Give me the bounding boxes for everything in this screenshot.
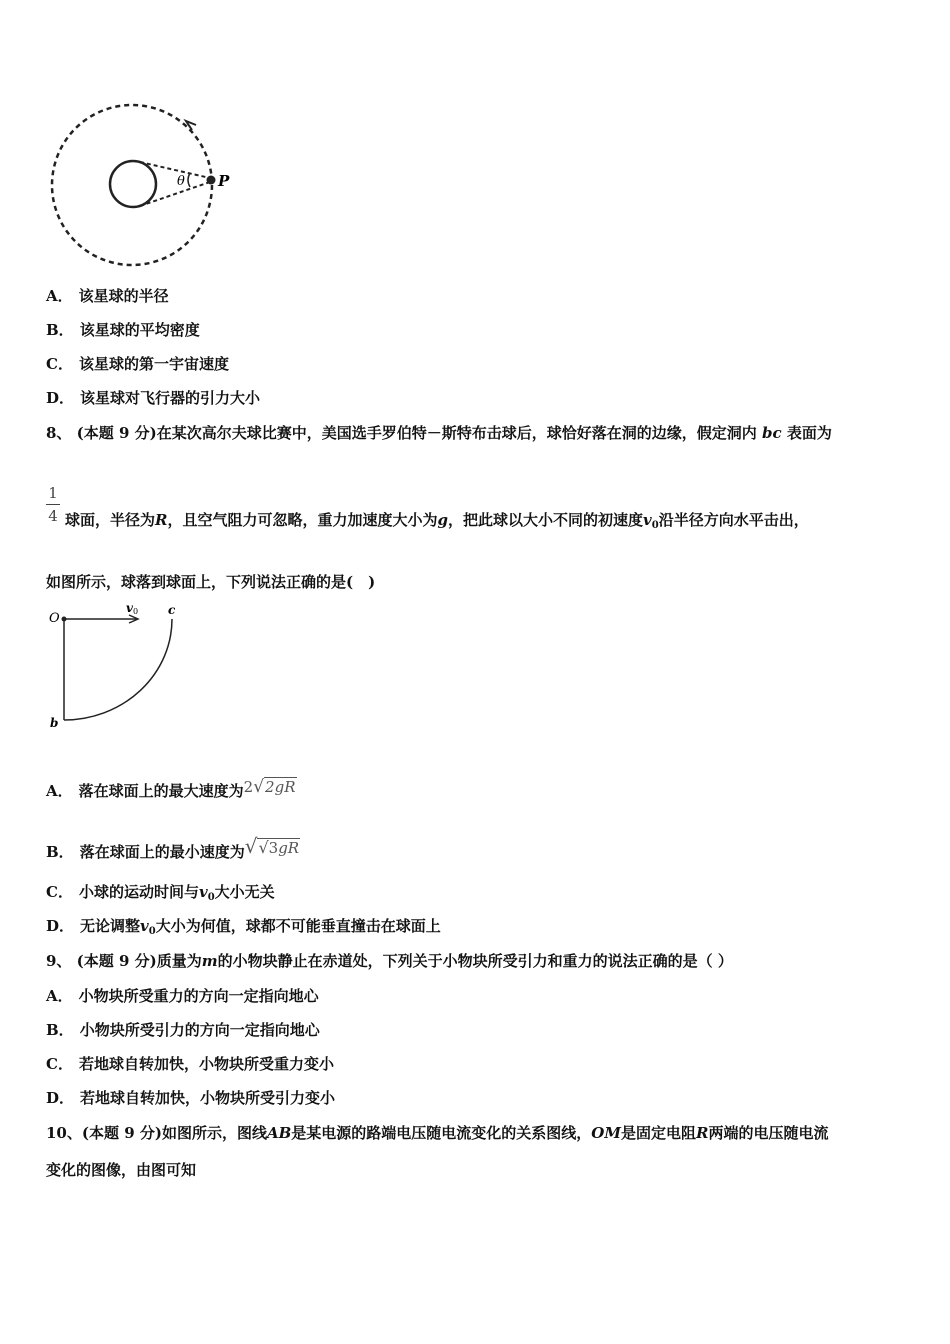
q8-var-v-sub: 0 xyxy=(651,520,659,531)
q8-option-b-radicand: gR xyxy=(278,839,300,857)
label-O: O xyxy=(49,611,60,626)
q8-var-R: R xyxy=(155,511,168,529)
q8-option-a-radicand: 2gR xyxy=(265,778,296,796)
q8-option-c xyxy=(46,882,275,908)
q7-option-c xyxy=(46,354,229,374)
q8-option-c-var-v: v xyxy=(198,883,208,901)
q9-option-a xyxy=(46,986,319,1006)
q8-option-c-letter: C． xyxy=(46,883,73,901)
q10-stem-line2: 变化的图像，由图可知 xyxy=(46,1161,197,1179)
q8-option-a-radical-sign: √ xyxy=(253,777,265,797)
q8-stem-2c: ，把此球以大小不同的初速度 xyxy=(448,511,644,529)
label-c: c xyxy=(168,603,176,617)
angle-arc xyxy=(188,173,190,187)
q9-option-c-text: 若地球自转加快，小物块所受重力变小 xyxy=(78,1055,334,1073)
q8-fraction xyxy=(46,484,60,525)
q8-option-a-formula xyxy=(244,777,297,797)
q9-stem-b: 的小物块静止在赤道处，下列关于小物块所受引力和重力的说法正确的是（ ） xyxy=(217,952,733,970)
q10-stem-c: 是固定电阻 xyxy=(620,1124,696,1142)
q7-option-d-letter: D． xyxy=(46,389,75,407)
quarter-sphere-figure xyxy=(45,600,195,735)
orbit-path xyxy=(52,105,212,265)
q9-option-a-letter: A． xyxy=(46,987,73,1005)
q8-stem-2b: ，且空气阻力可忽略，重力加速度大小为 xyxy=(167,511,438,529)
q7-option-a-text: 该星球的半径 xyxy=(78,287,169,305)
q9-option-b xyxy=(46,1020,320,1040)
q7-option-b xyxy=(46,320,200,340)
q8-stem-1: (本题 9 分)在某次高尔夫球比赛中，美国选手罗伯特－斯特布击球后，球恰好落在洞的边缘，假定洞内 xyxy=(76,424,757,442)
q8-option-c-var-sub: 0 xyxy=(207,892,215,903)
q8-option-c-text1: 小球的运动时间与 xyxy=(78,883,199,901)
q8-option-d-var-v: v xyxy=(140,917,149,935)
q8-fraction-numerator: 1 xyxy=(48,484,58,502)
q7-option-b-text: 该星球的平均密度 xyxy=(79,321,200,339)
q7-option-a xyxy=(46,286,169,306)
q8-var-bc: bc xyxy=(762,424,782,442)
q8-number: 8、 xyxy=(46,424,72,442)
angle-label: θ xyxy=(177,174,185,189)
q8-option-d-text2: 大小为何值，球都不可能垂直撞击在球面上 xyxy=(155,917,441,935)
q10-var-AB: AB xyxy=(266,1124,292,1142)
q8-fraction-bar xyxy=(46,504,60,505)
q10-var-R: R xyxy=(695,1124,709,1142)
point-label: P xyxy=(218,172,230,190)
q8-option-d xyxy=(46,916,441,942)
q7-option-d xyxy=(46,388,260,408)
q8-stem-2d: 沿半径方向水平击出， xyxy=(658,511,809,529)
q7-option-a-letter: A． xyxy=(46,287,73,305)
q10-number: 10、 xyxy=(46,1124,82,1142)
planet-circle xyxy=(110,161,156,207)
q8-option-b-outer-radical: √ xyxy=(244,834,258,858)
q7-option-c-text: 该星球的第一宇宙速度 xyxy=(78,355,229,373)
q8-option-b-outer-radicand xyxy=(257,838,300,857)
q8-option-d-var-sub: 0 xyxy=(148,926,156,937)
q7-option-b-letter: B． xyxy=(46,321,74,339)
q9-option-d-text: 若地球自转加快，小物块所受引力变小 xyxy=(80,1089,336,1107)
q8-var-v: v xyxy=(643,511,652,529)
q9-var-m: m xyxy=(201,952,218,970)
q8-var-g: g xyxy=(437,511,448,529)
tangent-line-lower xyxy=(140,182,210,206)
q8-stem-line2 xyxy=(65,510,809,536)
q8-option-c-text2: 大小无关 xyxy=(214,883,275,901)
q8-option-b-inner-radical: √ xyxy=(258,838,269,857)
q8-option-a-letter: A． xyxy=(46,782,73,800)
spacecraft-point xyxy=(207,176,216,185)
q9-number: 9、 xyxy=(46,952,72,970)
label-v: v xyxy=(126,601,133,615)
label-b: b xyxy=(50,716,59,730)
q8-option-d-letter: D． xyxy=(46,917,75,935)
label-v-sub: 0 xyxy=(133,607,139,616)
direction-arrow xyxy=(186,121,196,130)
origin-point xyxy=(62,617,67,622)
q9-option-a-text: 小物块所受重力的方向一定指向地心 xyxy=(78,987,319,1005)
q8-option-b-inner: 3 xyxy=(268,839,279,857)
q8-option-b-text: 落在球面上的最小速度为 xyxy=(79,843,245,861)
q8-stem-line3: 如图所示，球落到球面上，下列说法正确的是( ) xyxy=(46,573,376,591)
q7-option-c-letter: C． xyxy=(46,355,73,373)
q9-stem-a: (本题 9 分)质量为 xyxy=(76,952,202,970)
q9-option-c-letter: C． xyxy=(46,1055,73,1073)
q8-option-b xyxy=(46,836,300,862)
q8-stem-2a: 球面，半径为 xyxy=(65,511,156,529)
q8-stem-line1 xyxy=(46,423,832,443)
q10-var-OM: OM xyxy=(591,1124,621,1142)
q8-option-d-text1: 无论调整 xyxy=(80,917,141,935)
q8-option-a xyxy=(46,777,297,801)
q8-option-b-formula xyxy=(245,836,300,858)
q8-option-b-letter: B． xyxy=(46,843,74,861)
q9-stem xyxy=(46,951,733,971)
q7-option-d-text: 该星球对飞行器的引力大小 xyxy=(80,389,261,407)
orbit-figure xyxy=(40,95,240,275)
q10-stem-b: 是某电源的路端电压随电流变化的关系图线， xyxy=(291,1124,592,1142)
sphere-arc xyxy=(64,619,172,720)
q9-option-b-text: 小物块所受引力的方向一定指向地心 xyxy=(79,1021,320,1039)
q9-option-d-letter: D． xyxy=(46,1089,75,1107)
q9-option-b-letter: B． xyxy=(46,1021,74,1039)
q8-option-a-text: 落在球面上的最大速度为 xyxy=(78,782,244,800)
q8-fraction-denominator: 4 xyxy=(48,507,58,525)
q10-stem-a: (本题 9 分)如图所示，图线 xyxy=(81,1124,267,1142)
q9-option-c xyxy=(46,1054,334,1074)
q10-stem-d: 两端的电压随电流 xyxy=(708,1124,829,1142)
q10-stem-line1 xyxy=(46,1123,828,1143)
q8-stem-1b: 表面为 xyxy=(786,424,832,442)
q8-option-a-coef: 2 xyxy=(243,778,254,796)
q9-option-d xyxy=(46,1088,335,1108)
